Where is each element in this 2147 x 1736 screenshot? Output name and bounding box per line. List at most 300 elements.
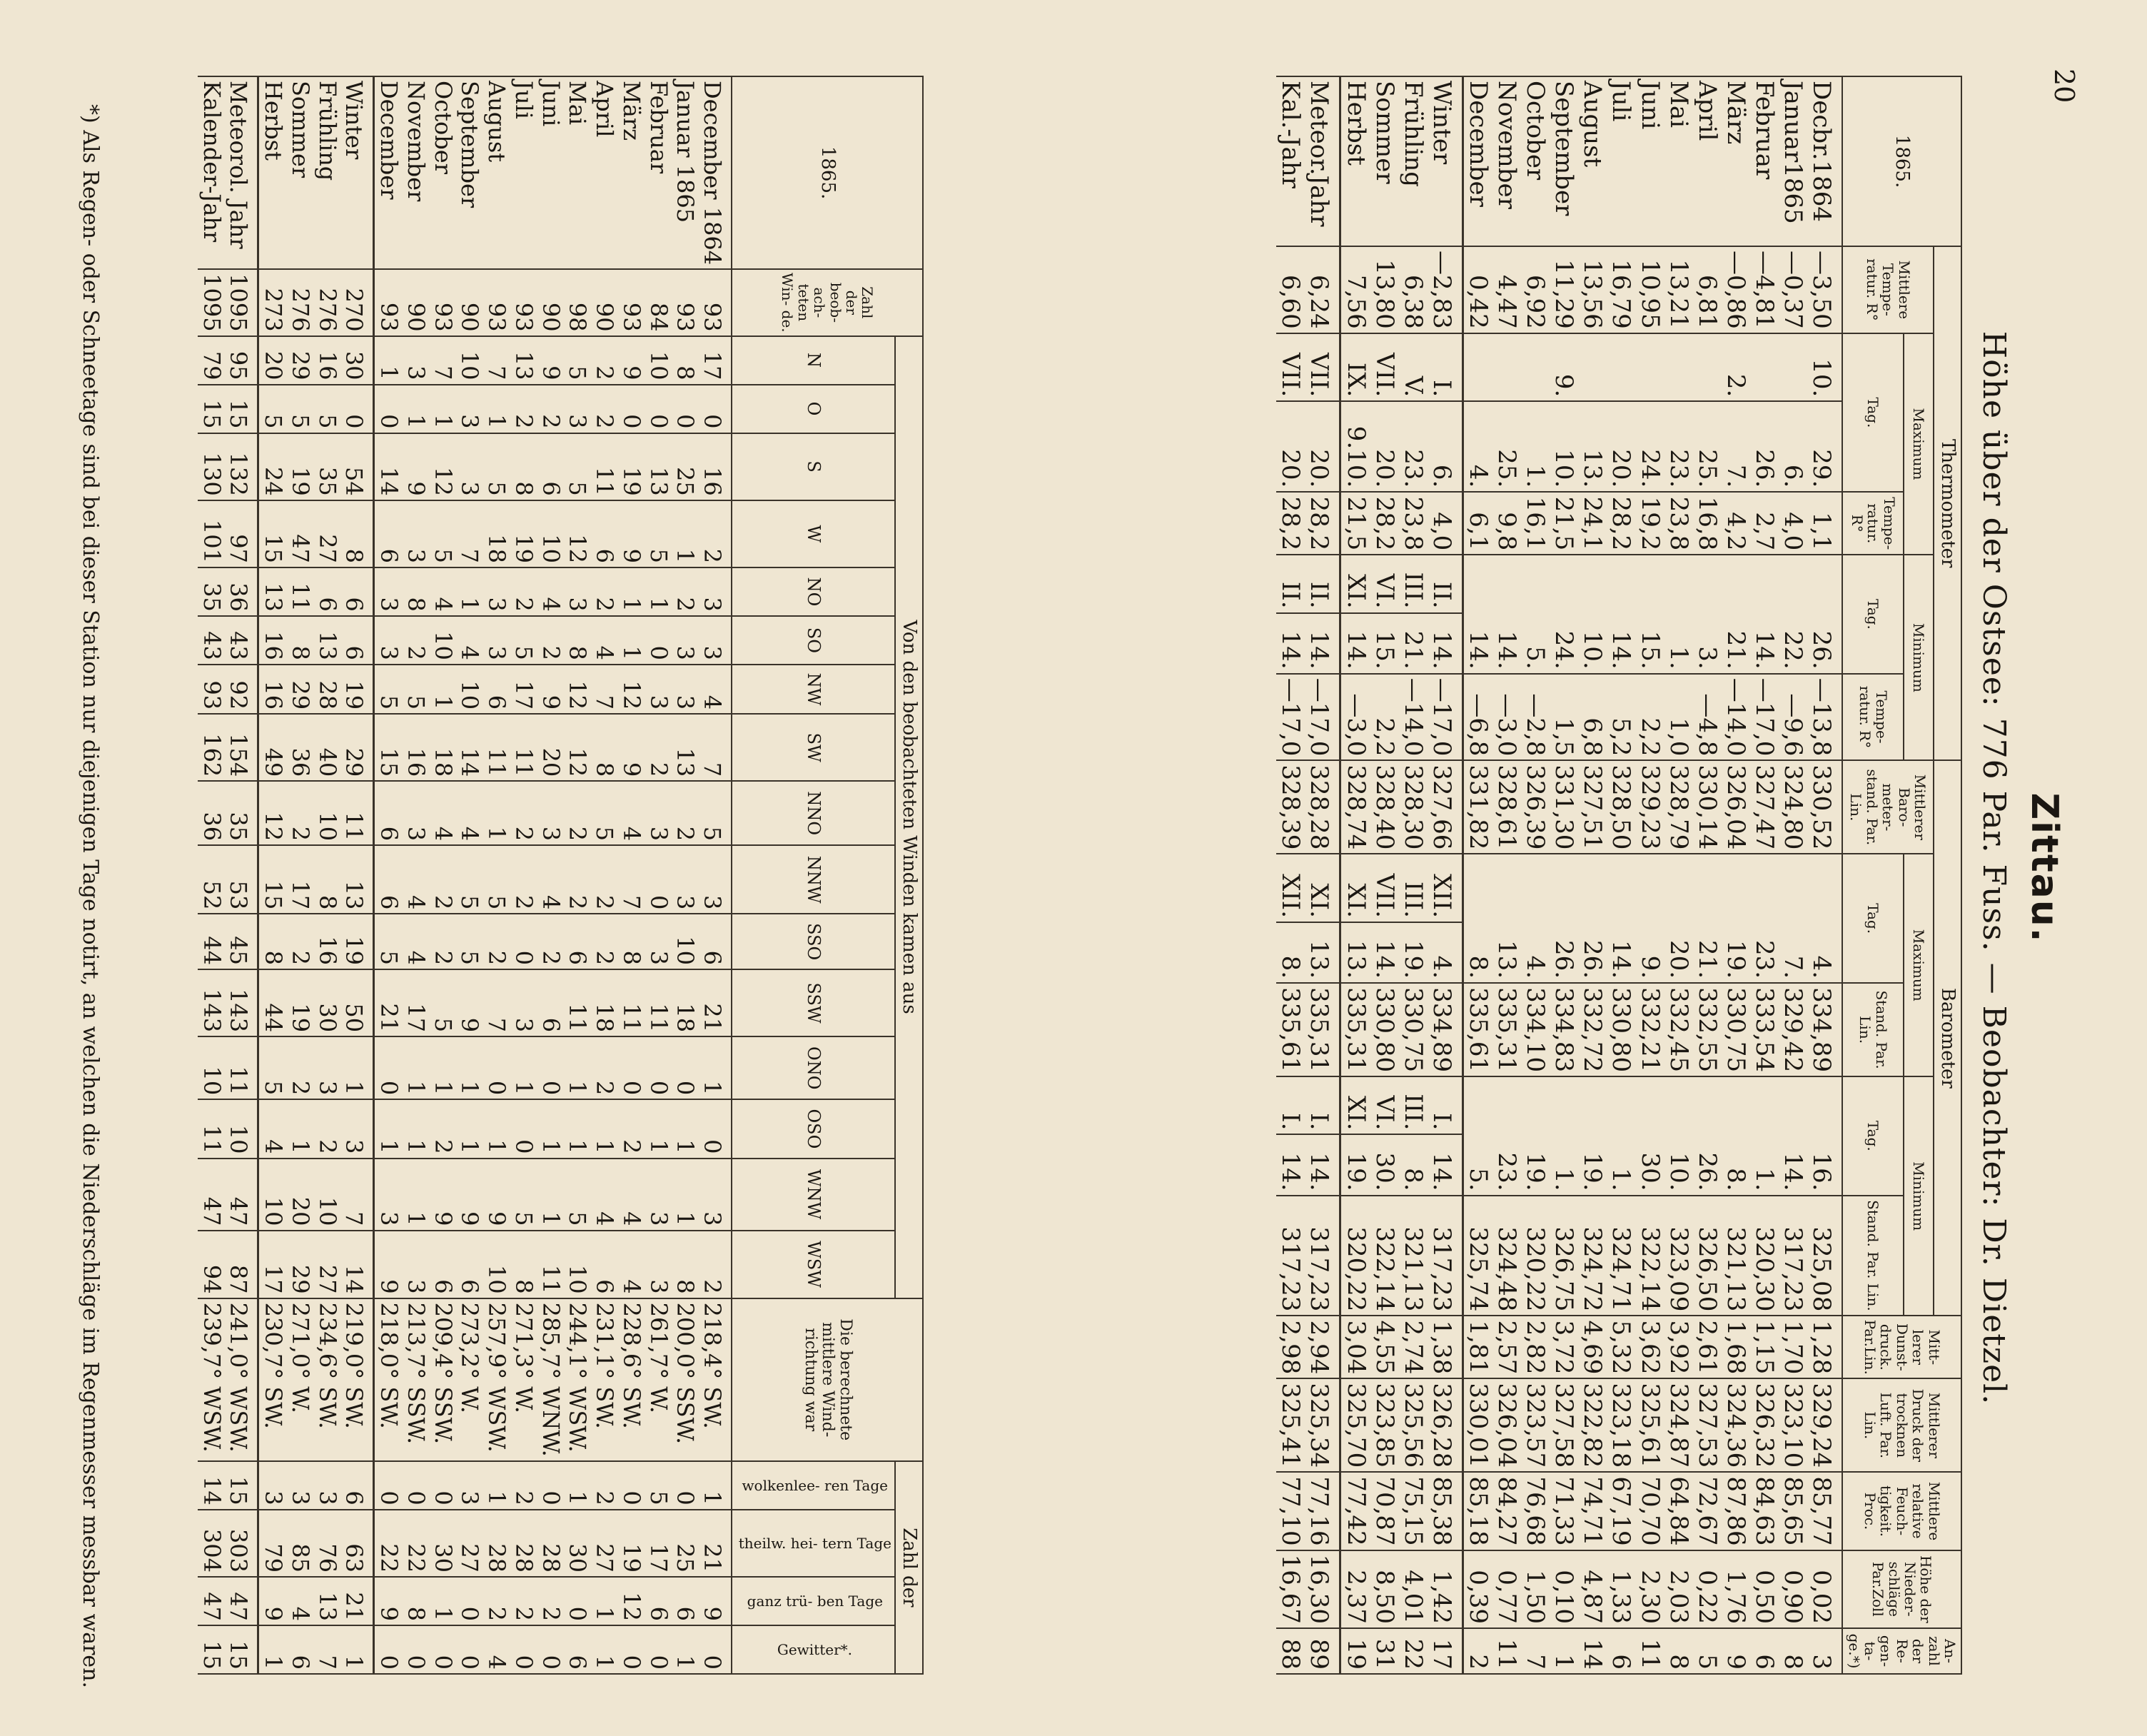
table-cell: 14. [1463, 555, 1492, 673]
table-cell: 5 [429, 500, 456, 567]
table-cell: Juni [1636, 76, 1664, 246]
table-cell: 2 [590, 845, 617, 914]
table-cell: 23,8 [1399, 492, 1428, 555]
table-cell: 273,2° W. [456, 1298, 483, 1461]
table-cell: 11 [590, 433, 617, 500]
table-cell: 7 [1521, 1628, 1550, 1674]
table-cell: 1. [1521, 401, 1550, 492]
table-cell: 17 [510, 665, 537, 714]
table-cell: 1,33 [1607, 1550, 1635, 1628]
table-cell: 27 [313, 500, 340, 567]
table-cell: 6. [1428, 401, 1463, 492]
table-cell: 85,65 [1779, 1472, 1807, 1550]
table-cell: —17,0 [1750, 674, 1779, 761]
table-cell: 9 [429, 1159, 456, 1231]
table-cell: 7 [698, 714, 732, 781]
winds-group-header: Von den beobachteten Winden kamen aus [895, 336, 923, 1298]
table-cell: 7 [429, 336, 456, 385]
table-row [1578, 76, 1607, 1674]
table-cell: 241,0° WSW. [225, 1298, 258, 1461]
table-cell: 85,77 [1807, 1472, 1842, 1550]
table-cell: 6 [374, 500, 402, 567]
table-cell: 11,29 [1550, 246, 1578, 333]
table-cell: 30 [429, 1510, 456, 1577]
tage-col-header [732, 1461, 895, 1510]
table-cell: 89 [1305, 1628, 1340, 1674]
table-cell: —3,0 [1492, 674, 1521, 761]
table-cell: 8 [402, 1577, 429, 1625]
table-cell: 325,61 [1636, 1378, 1664, 1472]
table-cell: 6 [340, 616, 374, 665]
table-cell: 85 [286, 1510, 313, 1577]
table-cell: 5 [564, 433, 591, 500]
table-cell: 1 [698, 1461, 732, 1510]
table-cell: 11 [340, 781, 374, 845]
table-cell: 271,3° W. [510, 1298, 537, 1461]
table-cell: 276 [286, 269, 313, 335]
table-cell: Herbst [258, 76, 286, 269]
table-cell: 1095 [225, 269, 258, 335]
table-cell: 4 [402, 914, 429, 969]
table-cell: —14,0 [1399, 674, 1428, 761]
table-cell: 4 [537, 567, 564, 616]
table-cell: 5 [483, 845, 510, 914]
table-cell: 2,82 [1521, 1316, 1550, 1378]
table-cell: 24 [258, 433, 286, 500]
table-cell: 1 [672, 1159, 699, 1231]
table-cell: 0 [374, 1461, 402, 1510]
table-cell: 10 [483, 1231, 510, 1298]
table1-years [1276, 76, 1340, 1674]
table-cell: 1 [429, 1036, 456, 1099]
table-cell: 8. [1722, 1076, 1750, 1195]
table-cell: 93 [429, 269, 456, 335]
table-cell: October [429, 76, 456, 269]
table-cell: 1 [340, 1036, 374, 1099]
table-cell: 8 [510, 433, 537, 500]
table-cell: 23,8 [1664, 492, 1693, 555]
table-cell: 2 [564, 845, 591, 914]
table-cell: —4,8 [1693, 674, 1722, 761]
table-cell: 8 [286, 616, 313, 665]
table-cell: 1 [374, 336, 402, 385]
direction-header: ONO [732, 1036, 895, 1099]
table-cell: 2 [537, 385, 564, 433]
table-cell: 324,48 [1492, 1196, 1521, 1316]
table-cell: 1 [564, 1461, 591, 1510]
table-cell: 22 [402, 1510, 429, 1577]
table-cell: 9 [258, 1577, 286, 1625]
table-cell: 19. [1578, 1076, 1607, 1195]
table-cell: 5,32 [1607, 1316, 1635, 1378]
table-cell: —0,86 [1722, 246, 1750, 333]
table-cell: 328,50 [1607, 760, 1635, 854]
table-cell: 6 [1750, 1628, 1779, 1674]
table-cell: 3 [537, 781, 564, 845]
table-cell: 3 [456, 433, 483, 500]
table-cell: 9 [617, 714, 645, 781]
table-cell: 1 [340, 1625, 374, 1674]
table-cell: 0 [510, 1625, 537, 1674]
table-cell: —9,6 [1779, 674, 1807, 761]
table-cell: 2 [483, 1577, 510, 1625]
table-cell: 18 [429, 714, 456, 781]
table-cell: Kalender-Jahr [198, 76, 225, 269]
table-cell: 11 [225, 1036, 258, 1099]
table-cell: 17 [645, 1510, 672, 1577]
table-cell: 3 [483, 616, 510, 665]
table-cell: I. [1276, 1076, 1305, 1134]
table-cell: 273 [258, 269, 286, 335]
table-cell: 98 [564, 269, 591, 335]
table-cell: 8 [672, 336, 699, 385]
table-cell: 8 [313, 845, 340, 914]
table-cell: November [402, 76, 429, 269]
table-cell: I. [1428, 1076, 1463, 1134]
tage-col-header [732, 1625, 895, 1674]
table-cell: 3 [645, 781, 672, 845]
table-cell: 328,30 [1399, 760, 1428, 854]
table-cell: 285,7° WNW. [537, 1298, 564, 1461]
station-subtitle: Höhe über der Ostsee: 776 Par. Fuss. — Beobachter: Dr. Dietzel. [1976, 330, 2012, 1406]
table-cell: 2 [510, 385, 537, 433]
table-cell: 35 [313, 433, 340, 500]
table-cell: —0,37 [1779, 246, 1807, 333]
table-cell: 326,04 [1722, 760, 1750, 854]
table-cell: 1 [286, 1099, 313, 1158]
table-cell: 335,31 [1340, 983, 1370, 1076]
table-cell: 10 [313, 1159, 340, 1231]
table-row [1492, 76, 1521, 1674]
table-cell: 1 [617, 567, 645, 616]
table-cell: 54 [340, 433, 374, 500]
table-cell: 7 [456, 500, 483, 567]
table-cell: 130 [198, 433, 225, 500]
table-cell [1578, 333, 1607, 402]
table-cell: 23. [1664, 401, 1693, 492]
table-cell: 22 [1399, 1628, 1428, 1674]
table-cell: 3 [645, 1231, 672, 1298]
table-cell: 327,58 [1550, 1378, 1578, 1472]
table-cell: 3 [456, 1461, 483, 1510]
table-cell: 3,62 [1636, 1316, 1664, 1378]
table-cell: 29. [1807, 401, 1842, 492]
table-cell: 1,68 [1722, 1316, 1750, 1378]
table-cell: 20. [1664, 854, 1693, 983]
table-cell: 8 [510, 1231, 537, 1298]
baro-max-tag-header: Tag. [1842, 854, 1904, 983]
table-cell: 10 [456, 665, 483, 714]
table-cell: 36 [198, 781, 225, 845]
table-cell: 3,92 [1664, 1316, 1693, 1378]
table-cell: XI. [1305, 854, 1340, 922]
table-cell: 31 [1370, 1628, 1399, 1674]
table-cell: 0,77 [1492, 1550, 1521, 1628]
table-cell: 19 [340, 914, 374, 969]
table-cell: 93 [510, 269, 537, 335]
table-cell: 24. [1550, 555, 1578, 673]
table-cell: 7 [617, 845, 645, 914]
table-cell: 85,38 [1428, 1472, 1463, 1550]
table-cell: März [617, 76, 645, 269]
table-cell: 4 [537, 845, 564, 914]
table-cell: 16 [258, 665, 286, 714]
table-cell: 26. [1578, 854, 1607, 983]
table-cell: 47 [286, 500, 313, 567]
table-cell: 30 [340, 336, 374, 385]
table-cell: 328,28 [1305, 760, 1340, 854]
table-cell: 1 [456, 1099, 483, 1158]
table-cell: 324,36 [1722, 1378, 1750, 1472]
table-cell: 2,61 [1693, 1316, 1722, 1378]
table-cell: 21. [1722, 555, 1750, 673]
table-cell: 317,23 [1779, 1196, 1807, 1316]
table-cell: 14 [456, 714, 483, 781]
table-cell: 327,53 [1693, 1378, 1722, 1472]
table-cell: 9.10. [1340, 401, 1370, 492]
table-cell: 276 [313, 269, 340, 335]
table-cell: 16,79 [1607, 246, 1635, 333]
table-cell: 335,61 [1463, 983, 1492, 1076]
table-cell: 10 [537, 500, 564, 567]
table-cell: 328,40 [1370, 760, 1399, 854]
table-cell: XII. [1428, 854, 1463, 922]
table-cell: 2,7 [1750, 492, 1779, 555]
table-cell: 21 [698, 1510, 732, 1577]
table-cell: 323,57 [1521, 1378, 1550, 1472]
table-cell: 13,56 [1578, 246, 1607, 333]
table-cell: 5 [590, 781, 617, 845]
table-cell: 327,66 [1428, 760, 1463, 854]
table-cell: 1 [483, 1099, 510, 1158]
table-cell: 2 [402, 616, 429, 665]
table-cell: 12 [617, 665, 645, 714]
table-cell: 13 [313, 1577, 340, 1625]
table-cell: 0,02 [1807, 1550, 1842, 1628]
table-cell: 76 [313, 1510, 340, 1577]
table-cell: 322,14 [1636, 1196, 1664, 1316]
table-cell: 23. [1750, 854, 1779, 983]
table-cell: 63 [340, 1510, 374, 1577]
year-label: 1865. [1842, 76, 1961, 246]
table-cell: 3 [374, 1159, 402, 1231]
table-cell: 36 [286, 714, 313, 781]
table-cell: 14 [340, 1231, 374, 1298]
table-cell: April [1693, 76, 1722, 246]
table-cell: 5 [258, 385, 286, 433]
table-cell: 2 [590, 1461, 617, 1510]
table-cell: 14. [1428, 613, 1463, 674]
table-cell: 4 [698, 665, 732, 714]
table-cell: 8. [1399, 1134, 1428, 1195]
tage-col-label: theilw. hei- tern Tage [738, 1534, 891, 1552]
table-cell: VII. [1276, 333, 1305, 402]
table-cell: VI. [1370, 1076, 1399, 1134]
table-row [645, 76, 672, 1674]
table-cell: III. [1399, 555, 1428, 612]
table-cell: 3 [645, 665, 672, 714]
table-cell: 334,89 [1428, 983, 1463, 1076]
table-cell: 270 [340, 269, 374, 335]
table-cell: 25 [672, 1510, 699, 1577]
direction-header: NNW [732, 845, 895, 914]
table-cell: 6 [1607, 1628, 1635, 1674]
table-cell: 0 [429, 1461, 456, 1510]
table-cell: 0,39 [1463, 1550, 1492, 1628]
table-cell: 330,75 [1722, 983, 1750, 1076]
table-cell: 3 [402, 781, 429, 845]
table2-years [198, 76, 258, 1674]
table-cell: 0 [456, 1625, 483, 1674]
table-cell: 90 [537, 269, 564, 335]
table-cell: November [1492, 76, 1521, 246]
table-cell: 14. [1370, 922, 1399, 983]
table-cell: 14 [1578, 1628, 1607, 1674]
table-row [590, 76, 617, 1674]
table-cell: 4. [1428, 922, 1463, 983]
table-cell: 4 [456, 616, 483, 665]
table-cell: 3 [564, 385, 591, 433]
mean-temp-header: Mittlere Tempe- ratur. R° [1842, 246, 1934, 333]
table-cell: 1 [590, 1577, 617, 1625]
table-cell: Winter [1428, 76, 1463, 246]
table-cell: 15. [1636, 555, 1664, 673]
table-cell: 43 [225, 616, 258, 665]
table-cell: October [1521, 76, 1550, 246]
table-cell: 326,04 [1492, 1378, 1521, 1472]
table-cell: 2 [590, 567, 617, 616]
table-cell: 19 [286, 969, 313, 1036]
table-cell: 47 [198, 1577, 225, 1625]
table-cell: 1,76 [1722, 1550, 1750, 1628]
table-cell: 0 [698, 385, 732, 433]
table-cell: 1,42 [1428, 1550, 1463, 1628]
table-cell: 2 [698, 1231, 732, 1298]
table-cell: 77,10 [1276, 1472, 1305, 1550]
table-cell: 15 [225, 1461, 258, 1510]
table-cell: 92 [225, 665, 258, 714]
table-cell: 6 [429, 1231, 456, 1298]
table-cell: 11 [510, 714, 537, 781]
table-cell: 87 [225, 1231, 258, 1298]
table-cell: 9 [483, 1159, 510, 1231]
table-cell: —6,8 [1463, 674, 1492, 761]
table-cell: 330,52 [1807, 760, 1842, 854]
table-cell: 90 [402, 269, 429, 335]
table-cell: 52 [198, 845, 225, 914]
table-cell: 1 [456, 1036, 483, 1099]
table-row [286, 76, 313, 1674]
table-cell: 16,67 [1276, 1550, 1305, 1628]
table-cell: 328,74 [1340, 760, 1370, 854]
table-cell: 1 [258, 1625, 286, 1674]
table-row [1750, 76, 1779, 1674]
table-cell: 101 [198, 500, 225, 567]
table-cell: VII. [1370, 333, 1399, 402]
table-cell: 1 [402, 1099, 429, 1158]
table-cell: 2,2 [1370, 674, 1399, 761]
table-row [313, 76, 340, 1674]
table-cell: 228,6° SW. [617, 1298, 645, 1461]
table-cell: 8 [672, 1231, 699, 1298]
table-cell: 329,24 [1807, 1378, 1842, 1472]
table-cell: XI. [1340, 854, 1370, 922]
table-cell: 6 [313, 567, 340, 616]
table-cell: 11 [286, 567, 313, 616]
table-cell: 3 [672, 665, 699, 714]
table-cell: 77,42 [1340, 1472, 1370, 1550]
table-cell: 70,70 [1636, 1472, 1664, 1550]
table-cell: 97 [225, 500, 258, 567]
table-cell: 94 [198, 1231, 225, 1298]
druck-header: Mittlerer Druck der trocknen Luft. Par. Lin. [1842, 1378, 1961, 1472]
table-row [1399, 76, 1428, 1674]
table-cell: 4,01 [1399, 1550, 1428, 1628]
table-cell: 1 [402, 385, 429, 433]
table-cell: 19 [286, 433, 313, 500]
table-cell: 2 [483, 914, 510, 969]
table-cell: 5 [645, 500, 672, 567]
table-row [1607, 76, 1635, 1674]
table-cell: 0 [456, 1577, 483, 1625]
table-cell: 8 [402, 567, 429, 616]
table-cell: 325,41 [1276, 1378, 1305, 1472]
table-cell: 332,45 [1664, 983, 1693, 1076]
table-row [1305, 76, 1340, 1674]
table-cell: 14 [374, 433, 402, 500]
tage-col-label: wolkenlee- ren Tage [742, 1476, 889, 1494]
table-cell: 0 [645, 1625, 672, 1674]
table-cell: 6 [374, 781, 402, 845]
table-cell: VI. [1370, 555, 1399, 612]
table-cell: 0 [483, 1036, 510, 1099]
table-cell: 325,56 [1399, 1378, 1428, 1472]
table-cell: 325,08 [1807, 1196, 1842, 1316]
table-cell: 25 [672, 433, 699, 500]
table-cell: 2 [672, 567, 699, 616]
table-row [564, 76, 591, 1674]
table-cell: Kal.-Jahr [1276, 76, 1305, 246]
table-cell: 4 [429, 567, 456, 616]
table-cell: 209,4° SSW. [429, 1298, 456, 1461]
table-cell: 17 [286, 845, 313, 914]
table-cell: 1 [510, 1036, 537, 1099]
table-cell: 2 [564, 781, 591, 845]
table-cell: 10 [672, 914, 699, 969]
direction-header: N [732, 336, 895, 385]
table-cell: 14. [1276, 1134, 1305, 1195]
table-cell: 15 [258, 845, 286, 914]
table-cell: 6 [645, 1577, 672, 1625]
table-cell: 2 [429, 845, 456, 914]
nieder-header: Höhe der Nieder- schläge Par.Zoll [1842, 1550, 1961, 1628]
table-cell: 7 [590, 665, 617, 714]
table-cell: —14,0 [1722, 674, 1750, 761]
table-cell: August [1578, 76, 1607, 246]
table-cell: 1 [645, 1099, 672, 1158]
table-cell: I. [1305, 1076, 1340, 1134]
table-cell: 326,32 [1750, 1378, 1779, 1472]
table-cell: III. [1399, 854, 1428, 922]
table-row [617, 76, 645, 1674]
table-cell: 0 [510, 914, 537, 969]
table-row [402, 76, 429, 1674]
table-cell: 6 [483, 665, 510, 714]
table-cell: 2,57 [1492, 1316, 1521, 1378]
table-cell: —17,0 [1305, 674, 1340, 761]
table-cell: 321,13 [1722, 1196, 1750, 1316]
table-cell: 14. [1492, 555, 1521, 673]
